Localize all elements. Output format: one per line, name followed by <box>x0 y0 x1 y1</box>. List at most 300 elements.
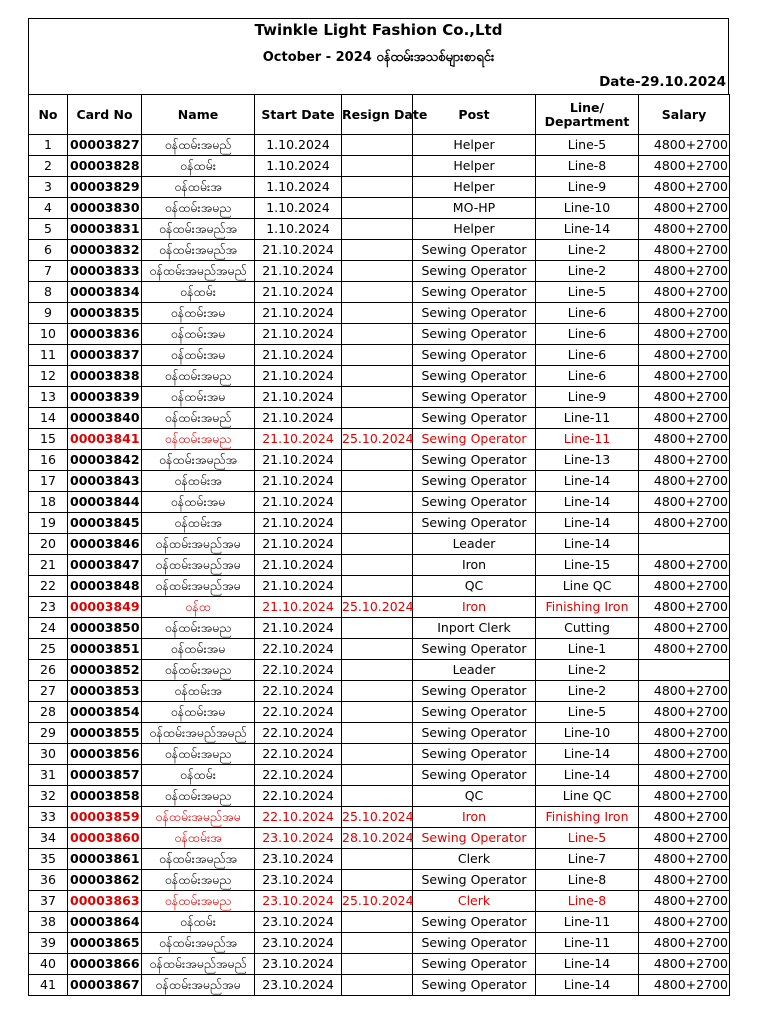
cell-no: 14 <box>29 408 68 429</box>
col-header-card-no: Card No <box>68 95 142 135</box>
cell-start-date: 23.10.2024 <box>255 975 342 996</box>
cell-card-no: 00003832 <box>68 240 142 261</box>
cell-name: ဝန်ထမ်းအမ <box>142 702 255 723</box>
cell-card-no: 00003857 <box>68 765 142 786</box>
cell-line: Finishing Iron <box>536 597 639 618</box>
cell-card-no: 00003862 <box>68 870 142 891</box>
table-row <box>29 618 730 639</box>
cell-card-no: 00003827 <box>68 135 142 156</box>
cell-start-date: 22.10.2024 <box>255 765 342 786</box>
cell-name: ဝန်ထမ်းအ <box>142 681 255 702</box>
cell-resign-date <box>342 324 413 345</box>
cell-name: ဝန်ထမ်းအမည်အမည် <box>142 954 255 975</box>
cell-no: 7 <box>29 261 68 282</box>
cell-post: Sewing Operator <box>413 639 536 660</box>
cell-card-no: 00003846 <box>68 534 142 555</box>
cell-start-date: 21.10.2024 <box>255 240 342 261</box>
cell-salary: 4800+2700 <box>639 219 730 240</box>
cell-name: ဝန်ထမ်း <box>142 912 255 933</box>
cell-line: Line-2 <box>536 261 639 282</box>
cell-line: Line-5 <box>536 282 639 303</box>
cell-line: Line-6 <box>536 324 639 345</box>
cell-name: ဝန်ထမ်းအ <box>142 177 255 198</box>
cell-salary: 4800+2700 <box>639 555 730 576</box>
cell-salary: 4800+2700 <box>639 282 730 303</box>
cell-post: QC <box>413 576 536 597</box>
cell-card-no: 00003853 <box>68 681 142 702</box>
cell-start-date: 22.10.2024 <box>255 786 342 807</box>
cell-name: ဝန်ထမ်းအ <box>142 471 255 492</box>
table-row <box>29 870 730 891</box>
cell-name: ဝန်ထမ်းအ <box>142 828 255 849</box>
table-row <box>29 282 730 303</box>
table-row <box>29 639 730 660</box>
cell-card-no: 00003848 <box>68 576 142 597</box>
cell-name: ဝန်ထမ်းအမ <box>142 345 255 366</box>
cell-resign-date <box>342 450 413 471</box>
table-row <box>29 513 730 534</box>
table-row <box>29 660 730 681</box>
cell-salary: 4800+2700 <box>639 786 730 807</box>
cell-line: Line-11 <box>536 912 639 933</box>
sheet-subtitle: October - 2024 ဝန်ထမ်းအသစ်များစာရင်း <box>262 50 495 65</box>
cell-resign-date <box>342 786 413 807</box>
cell-resign-date <box>342 156 413 177</box>
table-row <box>29 156 730 177</box>
cell-no: 30 <box>29 744 68 765</box>
cell-resign-date <box>342 639 413 660</box>
cell-start-date: 21.10.2024 <box>255 534 342 555</box>
table-row <box>29 828 730 849</box>
cell-name: ဝန်ထမ်းအမည်အမ <box>142 975 255 996</box>
cell-resign-date <box>342 513 413 534</box>
cell-resign-date <box>342 849 413 870</box>
cell-salary: 4800+2700 <box>639 933 730 954</box>
company-name: Twinkle Light Fashion Co.,Ltd <box>254 21 503 39</box>
cell-card-no: 00003864 <box>68 912 142 933</box>
cell-name: ဝန်ထမ်းအမည်အ <box>142 450 255 471</box>
cell-start-date: 21.10.2024 <box>255 618 342 639</box>
cell-start-date: 21.10.2024 <box>255 408 342 429</box>
table-row <box>29 891 730 912</box>
table-row <box>29 597 730 618</box>
cell-start-date: 1.10.2024 <box>255 156 342 177</box>
cell-line: Line-9 <box>536 387 639 408</box>
cell-name: ဝန်ထမ်းအမည်အမ <box>142 555 255 576</box>
cell-card-no: 00003830 <box>68 198 142 219</box>
cell-post: Sewing Operator <box>413 450 536 471</box>
cell-resign-date <box>342 555 413 576</box>
col-header-line-department: Line/ Department <box>536 95 639 135</box>
cell-post: Sewing Operator <box>413 765 536 786</box>
cell-post: Iron <box>413 555 536 576</box>
cell-resign-date <box>342 219 413 240</box>
cell-start-date: 21.10.2024 <box>255 303 342 324</box>
cell-salary: 4800+2700 <box>639 450 730 471</box>
cell-card-no: 00003847 <box>68 555 142 576</box>
cell-start-date: 23.10.2024 <box>255 870 342 891</box>
cell-salary: 4800+2700 <box>639 723 730 744</box>
cell-post: Sewing Operator <box>413 240 536 261</box>
cell-no: 34 <box>29 828 68 849</box>
cell-start-date: 21.10.2024 <box>255 450 342 471</box>
table-row <box>29 786 730 807</box>
cell-card-no: 00003835 <box>68 303 142 324</box>
cell-name: ဝန်ထမ်းအမည်အမည် <box>142 723 255 744</box>
cell-no: 21 <box>29 555 68 576</box>
cell-no: 19 <box>29 513 68 534</box>
cell-resign-date: 25.10.2024 <box>342 429 413 450</box>
table-row <box>29 177 730 198</box>
cell-start-date: 23.10.2024 <box>255 954 342 975</box>
cell-line: Line-14 <box>536 219 639 240</box>
cell-no: 39 <box>29 933 68 954</box>
cell-line: Line-14 <box>536 954 639 975</box>
cell-line: Line-10 <box>536 723 639 744</box>
cell-start-date: 21.10.2024 <box>255 282 342 303</box>
cell-card-no: 00003850 <box>68 618 142 639</box>
cell-salary: 4800+2700 <box>639 618 730 639</box>
cell-salary: 4800+2700 <box>639 240 730 261</box>
cell-card-no: 00003866 <box>68 954 142 975</box>
cell-line: Line-8 <box>536 156 639 177</box>
cell-card-no: 00003829 <box>68 177 142 198</box>
cell-no: 35 <box>29 849 68 870</box>
report-date: Date-29.10.2024 <box>599 74 726 90</box>
cell-start-date: 23.10.2024 <box>255 828 342 849</box>
cell-post: QC <box>413 786 536 807</box>
cell-salary <box>639 534 730 555</box>
cell-no: 17 <box>29 471 68 492</box>
cell-line: Line-5 <box>536 702 639 723</box>
cell-resign-date <box>342 282 413 303</box>
cell-name: ဝန်ထမ်းအမည်အ <box>142 849 255 870</box>
cell-no: 26 <box>29 660 68 681</box>
cell-start-date: 22.10.2024 <box>255 723 342 744</box>
cell-line: Line-2 <box>536 660 639 681</box>
cell-line: Line-6 <box>536 366 639 387</box>
cell-resign-date <box>342 933 413 954</box>
cell-line: Line-2 <box>536 681 639 702</box>
cell-name: ဝန်ထမ်းအမည <box>142 198 255 219</box>
cell-post: Sewing Operator <box>413 912 536 933</box>
cell-line: Line-13 <box>536 450 639 471</box>
cell-post: Inport Clerk <box>413 618 536 639</box>
cell-no: 24 <box>29 618 68 639</box>
cell-line: Line-14 <box>536 534 639 555</box>
cell-post: Sewing Operator <box>413 975 536 996</box>
cell-start-date: 22.10.2024 <box>255 744 342 765</box>
cell-resign-date <box>342 135 413 156</box>
cell-card-no: 00003833 <box>68 261 142 282</box>
table-row <box>29 450 730 471</box>
cell-salary: 4800+2700 <box>639 324 730 345</box>
cell-name: ဝန်ထမ်းအမည <box>142 744 255 765</box>
cell-line: Line-10 <box>536 198 639 219</box>
cell-salary: 4800+2700 <box>639 639 730 660</box>
cell-start-date: 1.10.2024 <box>255 198 342 219</box>
cell-start-date: 21.10.2024 <box>255 387 342 408</box>
cell-no: 32 <box>29 786 68 807</box>
cell-post: Sewing Operator <box>413 723 536 744</box>
cell-start-date: 21.10.2024 <box>255 576 342 597</box>
cell-resign-date: 25.10.2024 <box>342 807 413 828</box>
cell-line: Line-14 <box>536 492 639 513</box>
cell-post: Sewing Operator <box>413 513 536 534</box>
cell-salary: 4800+2700 <box>639 870 730 891</box>
cell-no: 22 <box>29 576 68 597</box>
cell-no: 4 <box>29 198 68 219</box>
cell-no: 1 <box>29 135 68 156</box>
cell-post: Sewing Operator <box>413 408 536 429</box>
cell-card-no: 00003834 <box>68 282 142 303</box>
cell-card-no: 00003867 <box>68 975 142 996</box>
cell-post: Sewing Operator <box>413 471 536 492</box>
cell-start-date: 21.10.2024 <box>255 471 342 492</box>
cell-post: Iron <box>413 807 536 828</box>
cell-name: ဝန်ထမ်းအမည <box>142 366 255 387</box>
cell-salary: 4800+2700 <box>639 912 730 933</box>
cell-no: 12 <box>29 366 68 387</box>
cell-no: 15 <box>29 429 68 450</box>
cell-no: 8 <box>29 282 68 303</box>
cell-name: ဝန်ထမ်းအမည်အမ <box>142 576 255 597</box>
cell-line: Line-11 <box>536 429 639 450</box>
table-row <box>29 975 730 996</box>
cell-card-no: 00003837 <box>68 345 142 366</box>
col-header-start-date: Start Date <box>255 95 342 135</box>
table-row <box>29 366 730 387</box>
cell-salary: 4800+2700 <box>639 387 730 408</box>
cell-post: Sewing Operator <box>413 702 536 723</box>
cell-start-date: 22.10.2024 <box>255 807 342 828</box>
cell-start-date: 21.10.2024 <box>255 597 342 618</box>
cell-card-no: 00003852 <box>68 660 142 681</box>
cell-name: ဝန်ထမ်းအမည်အမ <box>142 807 255 828</box>
cell-name: ဝန်ထမ်းအမည်အ <box>142 933 255 954</box>
cell-resign-date <box>342 618 413 639</box>
cell-line: Line-11 <box>536 408 639 429</box>
cell-salary: 4800+2700 <box>639 765 730 786</box>
cell-post: Sewing Operator <box>413 366 536 387</box>
cell-line: Line-14 <box>536 744 639 765</box>
cell-resign-date <box>342 366 413 387</box>
cell-salary <box>639 660 730 681</box>
cell-line: Line-15 <box>536 555 639 576</box>
cell-no: 16 <box>29 450 68 471</box>
cell-no: 18 <box>29 492 68 513</box>
cell-no: 36 <box>29 870 68 891</box>
cell-start-date: 21.10.2024 <box>255 366 342 387</box>
cell-resign-date <box>342 408 413 429</box>
cell-salary: 4800+2700 <box>639 576 730 597</box>
table-row <box>29 933 730 954</box>
cell-line: Cutting <box>536 618 639 639</box>
cell-salary: 4800+2700 <box>639 975 730 996</box>
cell-resign-date <box>342 471 413 492</box>
cell-no: 27 <box>29 681 68 702</box>
cell-salary: 4800+2700 <box>639 492 730 513</box>
cell-line: Line-14 <box>536 765 639 786</box>
table-row <box>29 387 730 408</box>
cell-resign-date <box>342 198 413 219</box>
cell-post: Sewing Operator <box>413 345 536 366</box>
cell-line: Line-7 <box>536 849 639 870</box>
cell-card-no: 00003838 <box>68 366 142 387</box>
cell-line: Line QC <box>536 576 639 597</box>
cell-post: Sewing Operator <box>413 282 536 303</box>
cell-salary: 4800+2700 <box>639 828 730 849</box>
cell-name: ဝန်ထမ်းအမ <box>142 387 255 408</box>
table-row <box>29 303 730 324</box>
cell-salary: 4800+2700 <box>639 156 730 177</box>
cell-resign-date <box>342 345 413 366</box>
cell-name: ဝန်ထမ်းအမည် <box>142 135 255 156</box>
cell-line: Finishing Iron <box>536 807 639 828</box>
cell-post: Sewing Operator <box>413 303 536 324</box>
cell-name: ဝန်ထမ်းအ <box>142 513 255 534</box>
cell-card-no: 00003840 <box>68 408 142 429</box>
cell-post: Sewing Operator <box>413 828 536 849</box>
employee-sheet <box>28 18 729 996</box>
table-row <box>29 681 730 702</box>
cell-post: Sewing Operator <box>413 387 536 408</box>
cell-line: Line-6 <box>536 345 639 366</box>
sheet-header <box>28 18 729 94</box>
table-row <box>29 135 730 156</box>
cell-no: 3 <box>29 177 68 198</box>
table-row <box>29 240 730 261</box>
table-row <box>29 198 730 219</box>
cell-line: Line-5 <box>536 828 639 849</box>
cell-name: ဝန်ထမ်းအမည <box>142 618 255 639</box>
table-row <box>29 723 730 744</box>
cell-resign-date <box>342 387 413 408</box>
table-row <box>29 429 730 450</box>
cell-salary: 4800+2700 <box>639 198 730 219</box>
cell-name: ဝန်ထမ်းအမည် <box>142 408 255 429</box>
table-row <box>29 954 730 975</box>
col-header-name: Name <box>142 95 255 135</box>
cell-card-no: 00003841 <box>68 429 142 450</box>
cell-resign-date <box>342 261 413 282</box>
cell-no: 28 <box>29 702 68 723</box>
cell-post: Helper <box>413 177 536 198</box>
table-row <box>29 807 730 828</box>
cell-no: 38 <box>29 912 68 933</box>
cell-line: Line-6 <box>536 303 639 324</box>
cell-post: Sewing Operator <box>413 954 536 975</box>
cell-resign-date <box>342 870 413 891</box>
cell-post: Clerk <box>413 891 536 912</box>
cell-no: 6 <box>29 240 68 261</box>
cell-post: Sewing Operator <box>413 744 536 765</box>
cell-start-date: 1.10.2024 <box>255 219 342 240</box>
cell-resign-date: 28.10.2024 <box>342 828 413 849</box>
cell-post: Sewing Operator <box>413 429 536 450</box>
cell-name: ဝန်ထမ်းအမည <box>142 429 255 450</box>
cell-line: Line QC <box>536 786 639 807</box>
cell-post: Helper <box>413 135 536 156</box>
cell-start-date: 23.10.2024 <box>255 912 342 933</box>
cell-post: Iron <box>413 597 536 618</box>
cell-resign-date: 25.10.2024 <box>342 597 413 618</box>
cell-start-date: 21.10.2024 <box>255 555 342 576</box>
cell-no: 41 <box>29 975 68 996</box>
cell-resign-date <box>342 177 413 198</box>
cell-resign-date <box>342 534 413 555</box>
new-employees-table <box>28 94 730 996</box>
cell-name: ဝန်ထမ်းအမည်အမည် <box>142 261 255 282</box>
cell-line: Line-1 <box>536 639 639 660</box>
cell-post: Helper <box>413 156 536 177</box>
table-row <box>29 408 730 429</box>
cell-no: 20 <box>29 534 68 555</box>
cell-line: Line-14 <box>536 513 639 534</box>
cell-no: 10 <box>29 324 68 345</box>
cell-start-date: 21.10.2024 <box>255 429 342 450</box>
cell-salary: 4800+2700 <box>639 744 730 765</box>
cell-card-no: 00003863 <box>68 891 142 912</box>
cell-name: ဝန်ထ <box>142 597 255 618</box>
cell-card-no: 00003851 <box>68 639 142 660</box>
table-row <box>29 576 730 597</box>
cell-no: 9 <box>29 303 68 324</box>
cell-salary: 4800+2700 <box>639 807 730 828</box>
cell-salary: 4800+2700 <box>639 702 730 723</box>
cell-card-no: 00003860 <box>68 828 142 849</box>
cell-start-date: 22.10.2024 <box>255 660 342 681</box>
cell-resign-date <box>342 975 413 996</box>
cell-name: ဝန်ထမ်းအမည်အမ <box>142 534 255 555</box>
cell-start-date: 22.10.2024 <box>255 639 342 660</box>
cell-salary: 4800+2700 <box>639 849 730 870</box>
cell-line: Line-9 <box>536 177 639 198</box>
table-row <box>29 849 730 870</box>
cell-resign-date <box>342 492 413 513</box>
cell-card-no: 00003855 <box>68 723 142 744</box>
cell-start-date: 21.10.2024 <box>255 492 342 513</box>
cell-line: Line-8 <box>536 870 639 891</box>
cell-line: Line-5 <box>536 135 639 156</box>
cell-name: ဝန်ထမ်းအမည <box>142 870 255 891</box>
table-row <box>29 702 730 723</box>
cell-name: ဝန်ထမ်းအမ <box>142 324 255 345</box>
cell-card-no: 00003845 <box>68 513 142 534</box>
cell-name: ဝန်ထမ်းအမ <box>142 639 255 660</box>
cell-card-no: 00003859 <box>68 807 142 828</box>
cell-start-date: 22.10.2024 <box>255 702 342 723</box>
cell-salary: 4800+2700 <box>639 681 730 702</box>
cell-no: 11 <box>29 345 68 366</box>
cell-resign-date: 25.10.2024 <box>342 891 413 912</box>
cell-name: ဝန်ထမ်းအမည <box>142 786 255 807</box>
cell-salary: 4800+2700 <box>639 954 730 975</box>
cell-name: ဝန်ထမ်းအမည်အ <box>142 219 255 240</box>
cell-resign-date <box>342 744 413 765</box>
cell-name: ဝန်ထမ်းအမည <box>142 891 255 912</box>
cell-salary: 4800+2700 <box>639 303 730 324</box>
table-row <box>29 555 730 576</box>
cell-no: 25 <box>29 639 68 660</box>
cell-resign-date <box>342 240 413 261</box>
cell-salary: 4800+2700 <box>639 177 730 198</box>
cell-no: 37 <box>29 891 68 912</box>
col-header-resign-date: Resign Date <box>342 95 413 135</box>
cell-card-no: 00003849 <box>68 597 142 618</box>
cell-no: 40 <box>29 954 68 975</box>
cell-name: ဝန်ထမ်း <box>142 765 255 786</box>
